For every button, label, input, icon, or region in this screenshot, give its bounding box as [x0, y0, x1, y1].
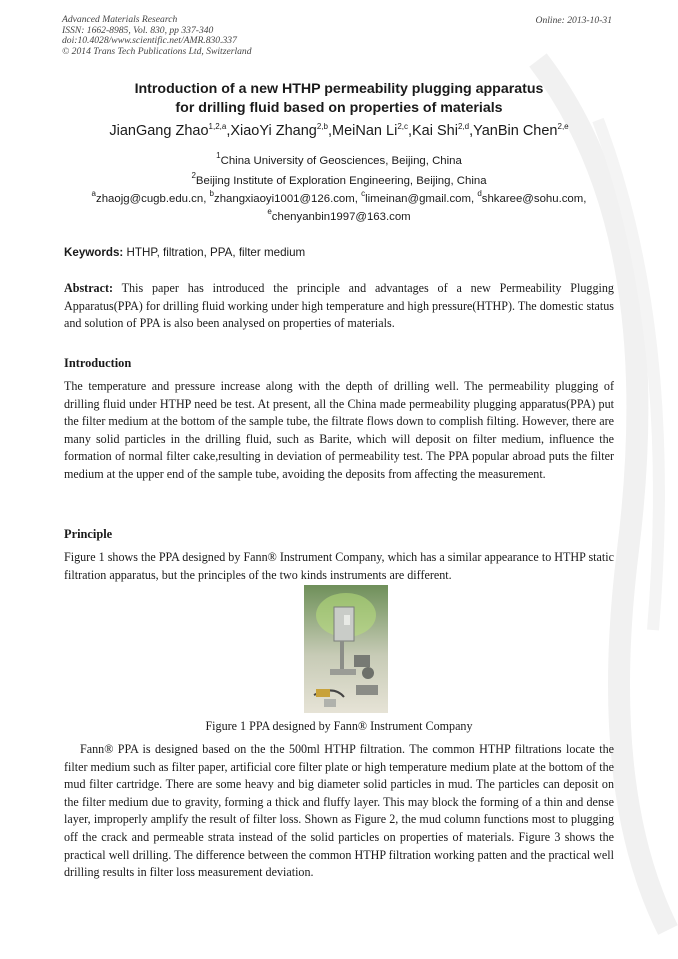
keywords-label: Keywords: [64, 246, 124, 259]
email-sup: c [361, 189, 366, 198]
journal-name: Advanced Materials Research [62, 14, 178, 25]
online-date: Online: 2013-10-31 [535, 15, 612, 26]
affiliation-text: China University of Geosciences, Beijing, China [220, 155, 462, 167]
email-sup: a [91, 189, 96, 198]
email-sup: e [267, 207, 272, 216]
author-separator: , [226, 123, 231, 139]
author-separator: , [469, 123, 474, 139]
apparatus-illustration [304, 585, 388, 713]
author-separator: , [407, 123, 413, 139]
email-sup: b [209, 189, 214, 198]
principle-text: Figure 1 shows the PPA designed by Fann® Instrument Company, which has a similar appearance to HTHP static filtration apparatus, but the principles of the two kinds instruments are different. [64, 550, 614, 582]
body-paragraph: Fann® PPA is designed based on the the 500ml HTHP filtration. The common HTHP filtrations locate the filter medium such as filter paper, artificial core filter plate or high temperature medium plate at the bottom of the mud filter cartridge. There are some heavy and big diameter solid particles in mud. The particles can deposit on the filter medium due to gravity, forming a thick and fluffy layer. This may block the forming of a thin and dense layer, improperly amplify the result of filter loss. Shown as Figure 2, the mud column functions most to plugging off the crack and permeable strata instead of the solid particles on properties of materials. Figure 3 shows the practical well drilling. The difference between the common HTHP filtration working patten and the practical well drilling results in filter loss measurement deviation. [64, 742, 614, 880]
author-name: MeiNan Li [332, 123, 398, 139]
author-name: XiaoYi Zhang [230, 123, 317, 139]
title-line-1: Introduction of a new HTHP permeability plugging apparatus [134, 81, 544, 97]
author-sup: 1,2,a [208, 122, 227, 131]
paper-title [0, 80, 678, 118]
abstract-label: Abstract: [64, 281, 114, 295]
keywords [64, 246, 305, 259]
journal-doi: doi:10.4028/www.scientific.net/AMR.830.337 [62, 35, 237, 47]
journal-issn: ISSN: 1662-8985, Vol. 830, pp 337-340 [62, 24, 214, 36]
author-sup: 2,c [397, 122, 408, 131]
author-sup: 2,b [316, 122, 328, 131]
keywords-text: HTHP, filtration, PPA, filter medium [126, 246, 306, 259]
introduction-heading: Introduction [64, 356, 132, 370]
principle-heading: Principle [64, 527, 113, 541]
author-sup: 2,e [557, 122, 569, 131]
author-list [0, 121, 678, 141]
abstract-text: This paper has introduced the principle and advantages of a new Permeability Plugging Apparatus(PPA) for drilling fluid working under high temperature and high pressure(HTHP). The domestic status and solution of PPA is also been analysed on properties of materials. [64, 281, 614, 331]
affiliation-sup: 2 [191, 171, 196, 180]
author-emails-line-2 [0, 207, 678, 224]
author-email[interactable]: shkaree@sohu.com [481, 193, 584, 205]
author-email[interactable]: limeinan@gmail.com [365, 193, 471, 205]
journal-header [62, 15, 252, 57]
author-email[interactable]: zhangxiaoyi1001@126.com [214, 193, 355, 205]
journal-copyright: © 2014 Trans Tech Publications Ltd, Switzerland [62, 45, 252, 57]
introduction-text: The temperature and pressure increase along with the depth of drilling well. The permeability plugging of drilling fluid under HTHP need be test. At present, all the China made permeability plugging apparatus(PPA) put the filter medium at the bottom of the sample tube, the filtrate flows down to complish filting. However, there are many solid particles in the drilling fluid, such as Barite, which will deposit on filter medium, influence the formation of normal filter cake,resulting in deviation of permeability test. The PPA popular abroad puts the filter medium at the upper end of the sample tube, avoiding the deposits from affecting the measurement. [64, 379, 614, 481]
author-name: JianGang Zhao [109, 123, 209, 139]
figure-1-photo [304, 585, 388, 713]
author-separator: , [328, 123, 333, 139]
affiliation-2 [0, 171, 678, 188]
title-line-2: for drilling fluid based on properties of materials [175, 100, 503, 116]
author-emails-line-1: $^a$zhaojg@cugb.edu.cn, $^b$zhangxiaoyi1001@126.com, $^c$limeinan@gmail.com, $^d$shkaree@sohu.com, [91, 189, 587, 205]
author-name: Kai Shi [412, 123, 458, 139]
affiliation-1 [0, 151, 678, 168]
author-email[interactable]: zhaojg@cugb.edu.cn [96, 193, 204, 205]
author-email[interactable]: chenyanbin1997@163.com [271, 211, 411, 223]
author-name: YanBin Chen [473, 123, 558, 139]
email-sup: d [477, 189, 482, 198]
affiliation-sup: 1 [216, 151, 221, 160]
figure-1-caption: Figure 1 PPA designed by Fann® Instrument Company [205, 719, 473, 733]
affiliation-text: Beijing Institute of Exploration Engineering, Beijing, China [195, 175, 487, 187]
abstract [64, 280, 614, 333]
author-sup: 2,d [457, 122, 470, 131]
